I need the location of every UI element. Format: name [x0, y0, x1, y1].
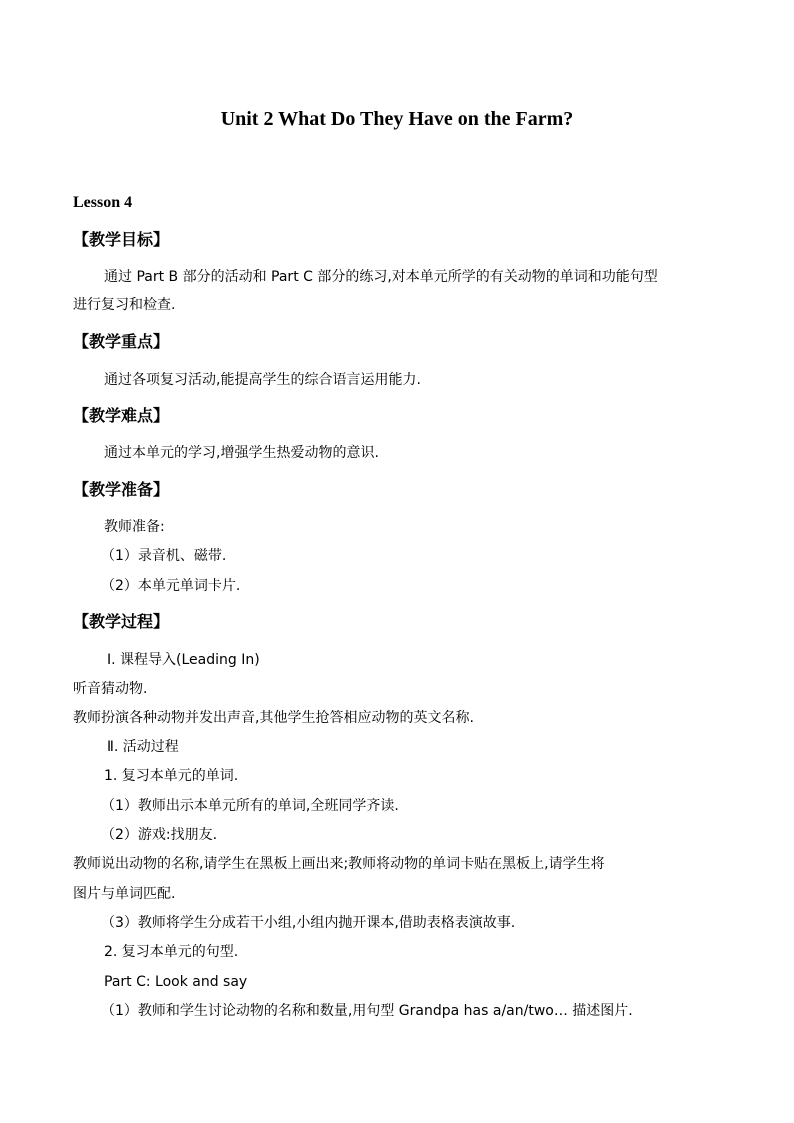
document-title: Unit 2 What Do They Have on the Farm?: [220, 108, 574, 130]
preparation-line: （2）本单元单词卡片.: [101, 578, 241, 594]
process-line: （3）教师将学生分成若干小组,小组内抛开课本,借助表格表演故事.: [101, 915, 516, 931]
process-line: （1）教师出示本单元所有的单词,全班同学齐读.: [101, 798, 399, 814]
process-line: 2. 复习本单元的句型.: [104, 944, 239, 960]
difficulties-heading: 【教学难点】: [73, 406, 170, 425]
process-line: Ⅰ. 课程导入(Leading In): [107, 652, 260, 668]
process-line: 听音猜动物.: [73, 681, 148, 697]
process-line: （2）游戏:找朋友.: [101, 827, 218, 843]
process-heading: 【教学过程】: [73, 612, 170, 631]
objectives-line: 通过 Part B 部分的活动和 Part C 部分的练习,对本单元所学的有关动物的单词和功能句型: [104, 269, 658, 285]
process-line: Part C: Look and say: [104, 974, 248, 990]
process-line: Ⅱ. 活动过程: [107, 739, 179, 755]
objectives-heading: 【教学目标】: [73, 230, 170, 249]
process-line: 教师说出动物的名称,请学生在黑板上画出来;教师将动物的单词卡贴在黑板上,请学生将: [73, 856, 605, 872]
preparation-line: （1）录音机、磁带.: [101, 548, 227, 564]
preparation-line: 教师准备:: [104, 519, 165, 535]
difficulties-line: 通过本单元的学习,增强学生热爱动物的意识.: [104, 445, 379, 461]
key-points-line: 通过各项复习活动,能提高学生的综合语言运用能力.: [104, 372, 421, 388]
process-line: 教师扮演各种动物并发出声音,其他学生抢答相应动物的英文名称.: [73, 710, 474, 726]
key-points-heading: 【教学重点】: [73, 332, 170, 351]
process-line: 1. 复习本单元的单词.: [104, 768, 239, 784]
objectives-line: 进行复习和检查.: [73, 297, 176, 313]
lesson-label: Lesson 4: [73, 194, 133, 211]
preparation-heading: 【教学准备】: [73, 480, 170, 499]
process-line: （1）教师和学生讨论动物的名称和数量,用句型 Grandpa has a/an/two… 描述图片.: [101, 1003, 633, 1019]
process-line: 图片与单词匹配.: [73, 886, 176, 902]
